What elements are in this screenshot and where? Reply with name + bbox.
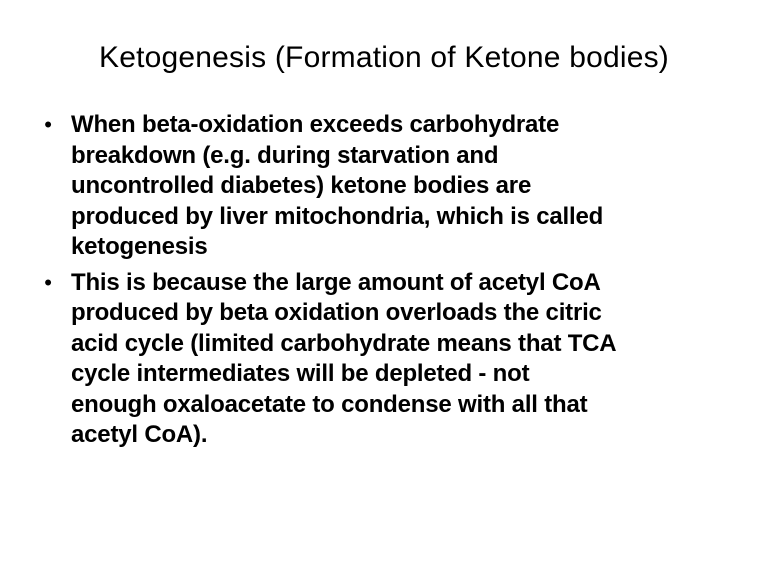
bullet-point-icon: • (44, 112, 52, 137)
bullet-2-line-2: produced by beta oxidation overloads the citric (71, 299, 602, 326)
bullet-list (37, 110, 737, 451)
bullet-1-line-2: breakdown (e.g. during starvation and (71, 141, 499, 169)
bullet-2-line-5: enough oxaloacetate to condense with all that (71, 390, 588, 418)
bullet-2-line-6: acetyl CoA). (71, 421, 208, 448)
bullet-2-line-4: cycle intermediates will be depleted - not (71, 360, 530, 387)
bullet-point-icon: • (44, 269, 52, 295)
bullet-1-line-5: ketogenesis (71, 233, 208, 260)
slide-title: Ketogenesis (Formation of Ketone bodies) (99, 41, 669, 74)
bullet-2-line-1: This is because the large amount of acetyl CoA (71, 268, 601, 296)
bullet-item-2 (37, 268, 737, 451)
bullet-1-line-1: When beta-oxidation exceeds carbohydrate (71, 111, 560, 138)
bullet-item-1 (37, 110, 737, 263)
bullet-1-line-4: produced by liver mitochondria, which is called (71, 202, 604, 230)
bullet-2-line-3: acid cycle (limited carbohydrate means that TCA (71, 329, 617, 357)
bullet-1-line-3: uncontrolled diabetes) ketone bodies are (71, 172, 532, 199)
